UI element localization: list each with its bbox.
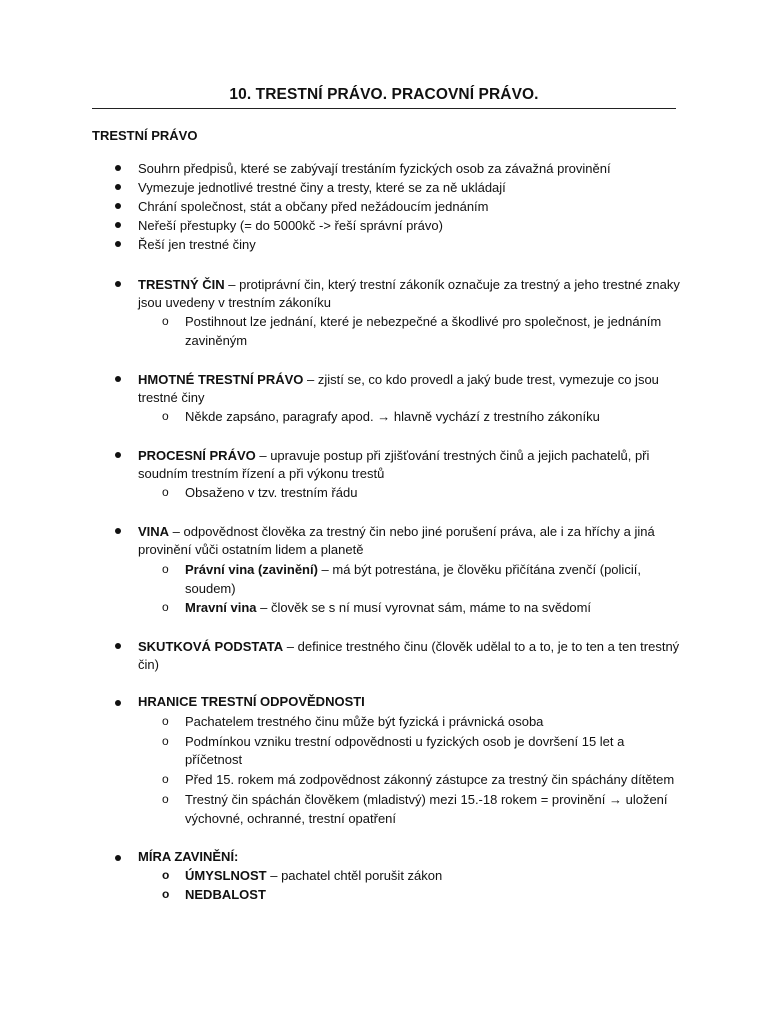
nedbalost-term: NEDBALOST <box>185 887 266 902</box>
bullet-dot <box>115 376 121 382</box>
mira-term: MÍRA ZAVINĚNÍ: <box>138 849 239 864</box>
hranice-sub-4-line-1: Trestný čin spáchán člověkem (mladistvý) mezi 15.-18 rokem = provinění → uložení <box>185 792 668 807</box>
sub-bullet-marker: o <box>162 792 169 806</box>
trestny-cin-term: TRESTNÝ ČIN <box>138 277 225 292</box>
bullet-dot <box>115 281 121 287</box>
sub-bullet-marker: o <box>162 868 170 882</box>
hranice-sub-3: Před 15. rokem má zodpovědnost zákonný zástupce za trestný čin spáchány dítětem <box>185 772 675 787</box>
bullet-dot <box>115 241 121 247</box>
sub-bullet-marker: o <box>162 714 169 728</box>
sub-bullet-marker: o <box>162 600 169 614</box>
sub-bullet-marker: o <box>162 314 169 328</box>
vina-term: VINA <box>138 524 170 539</box>
intro-bullet-3: Chrání společnost, stát a občany před nežádoucím jednáním <box>138 199 489 214</box>
trestny-cin-sub-1: Postihnout lze jednání, které je nebezpečné a škodlivé pro společnost, je jednáním <box>185 314 662 329</box>
umyslnost-term: ÚMYSLNOST <box>185 868 267 883</box>
vina-sub-1-line-2: soudem) <box>185 581 236 596</box>
hranice-sub-2-line-2: příčetnost <box>185 752 243 767</box>
intro-bullet-1: Souhrn předpisů, které se zabývají trestáním fyzických osob za závažná provinění <box>138 161 611 176</box>
bullet-dot <box>115 165 121 171</box>
hranice-sub-4-line-2: výchovné, ochranné, trestní opatření <box>185 811 397 826</box>
bullet-dot <box>115 452 121 458</box>
intro-bullet-4: Neřeší přestupky (= do 5000kč -> řeší správní právo) <box>138 218 443 233</box>
trestny-cin-def: – protiprávní čin, který trestní zákoník označuje za trestný a jeho trestné znaky <box>224 277 680 292</box>
vina-line-1 <box>138 522 655 541</box>
hmotne-sub-1: Někde zapsáno, paragrafy apod. → hlavně vychází z trestního zákoníku <box>185 409 600 424</box>
sub-bullet-marker: o <box>162 734 169 748</box>
trestny-cin-line-2: jsou uvedeny v trestním zákoníku <box>138 295 331 310</box>
intro-bullet-5: Řeší jen trestné činy <box>138 237 256 252</box>
intro-bullet-2: Vymezuje jednotlivé trestné činy a tresty, které se za ně ukládají <box>138 180 506 195</box>
document-title: 10. TRESTNÍ PRÁVO. PRACOVNÍ PRÁVO. <box>229 86 539 103</box>
mravni-vina-def: – člověk se s ní musí vyrovnat sám, máme to na svědomí <box>256 600 592 615</box>
vina-sub-2 <box>185 598 591 617</box>
bullet-dot <box>115 528 121 534</box>
hmotne-line-1 <box>138 370 659 389</box>
bullet-dot <box>115 643 121 649</box>
skutkova-term: SKUTKOVÁ PODSTATA <box>138 639 284 654</box>
pravni-vina-term: Právní vina (zavinění) <box>185 562 318 577</box>
trestny-cin-line-1 <box>138 275 680 294</box>
skutkova-line-1 <box>138 637 679 656</box>
title-underline <box>92 108 676 109</box>
sub-bullet-marker: o <box>162 485 169 499</box>
hmotne-line-2: trestné činy <box>138 390 205 405</box>
procesni-line-2: soudním trestním řízení a při výkonu trestů <box>138 466 385 481</box>
hranice-term: HRANICE TRESTNÍ ODPOVĚDNOSTI <box>138 694 365 709</box>
hranice-sub-1: Pachatelem trestného činu může být fyzická i právnická osoba <box>185 714 544 729</box>
sub-bullet-marker: o <box>162 887 170 901</box>
vina-sub-1-line-1 <box>185 560 641 579</box>
pravni-vina-def: – má být potrestána, je člověku přičítána zvenčí (policií, <box>317 562 641 577</box>
procesni-line-1 <box>138 446 649 465</box>
mira-sub-1 <box>185 866 442 885</box>
sub-bullet-marker: o <box>162 562 169 576</box>
procesni-sub-1: Obsaženo v tzv. trestním řádu <box>185 485 358 500</box>
section-heading: TRESTNÍ PRÁVO <box>92 128 198 143</box>
bullet-dot <box>115 855 121 861</box>
bullet-dot <box>115 700 121 706</box>
bullet-dot <box>115 203 121 209</box>
sub-bullet-marker: o <box>162 409 169 423</box>
mravni-vina-term: Mravní vina <box>185 600 257 615</box>
procesni-term: PROCESNÍ PRÁVO <box>138 448 256 463</box>
bullet-dot <box>115 222 121 228</box>
sub-bullet-marker: o <box>162 772 169 786</box>
trestny-cin-sub-2: zaviněným <box>185 333 248 348</box>
procesni-def: – upravuje postup při zjišťování trestných činů a jejich pachatelů, při <box>255 448 650 463</box>
hmotne-term: HMOTNÉ TRESTNÍ PRÁVO <box>138 372 304 387</box>
umyslnost-def: – pachatel chtěl porušit zákon <box>266 868 443 883</box>
skutkova-def: – definice trestného činu (člověk udělal to a to, je to ten a ten trestný <box>283 639 680 654</box>
hranice-sub-2-line-1: Podmínkou vzniku trestní odpovědnosti u fyzických osob je dovršení 15 let a <box>185 734 625 749</box>
vina-def: – odpovědnost člověka za trestný čin nebo jiné porušení práva, ale i za hříchy a jiná <box>169 524 655 539</box>
bullet-dot <box>115 184 121 190</box>
hmotne-def: – zjistí se, co kdo provedl a jaký bude trest, vymezuje co jsou <box>303 372 659 387</box>
skutkova-line-2: čin) <box>138 657 159 672</box>
vina-line-2: provinění vůči ostatním lidem a planetě <box>138 542 364 557</box>
